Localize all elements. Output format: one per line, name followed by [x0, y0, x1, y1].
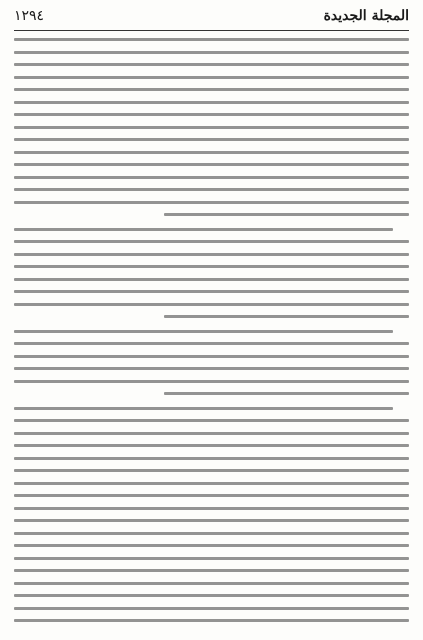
- paragraph-2: [14, 228, 409, 319]
- text-line: [14, 557, 409, 560]
- text-line: [14, 151, 409, 154]
- text-line: [14, 355, 409, 358]
- body-text: [14, 38, 409, 622]
- header-rule: [14, 30, 409, 31]
- text-line: [14, 240, 409, 243]
- text-line: [14, 278, 409, 281]
- paragraph-4: [14, 407, 409, 623]
- page-number: ١٢٩٤: [14, 8, 45, 24]
- paragraph-1: [14, 38, 409, 216]
- text-line: [14, 201, 409, 204]
- paragraph-3: [14, 330, 409, 396]
- text-line: [14, 607, 409, 610]
- text-line: [14, 507, 409, 510]
- running-header: [14, 8, 409, 28]
- text-line: [14, 594, 409, 597]
- text-line: [14, 380, 409, 383]
- text-line: [14, 330, 393, 333]
- text-line: [14, 519, 409, 522]
- text-line: [14, 419, 409, 422]
- text-line: [14, 342, 409, 345]
- text-line: [14, 228, 393, 231]
- text-line: [14, 469, 409, 472]
- text-line: [14, 253, 409, 256]
- text-line: [14, 188, 409, 191]
- text-line: [14, 444, 409, 447]
- text-line: [14, 63, 409, 66]
- text-line: [14, 569, 409, 572]
- text-line: [14, 494, 409, 497]
- text-line: [14, 432, 409, 435]
- text-line: [14, 176, 409, 179]
- text-line: [14, 126, 409, 129]
- text-line: [14, 367, 409, 370]
- text-line: [14, 544, 409, 547]
- text-line: [14, 265, 409, 268]
- text-line: [14, 532, 409, 535]
- text-line: [14, 482, 409, 485]
- text-line: [14, 51, 409, 54]
- journal-page: [14, 8, 409, 630]
- text-line: [14, 76, 409, 79]
- text-line: [14, 290, 409, 293]
- text-line: [14, 407, 393, 410]
- text-line: [14, 138, 409, 141]
- text-line: [14, 88, 409, 91]
- text-line: [14, 619, 409, 622]
- text-line: [14, 303, 409, 306]
- text-line: [14, 457, 409, 460]
- text-line: [164, 213, 409, 216]
- text-line: [14, 582, 409, 585]
- text-line: [14, 113, 409, 116]
- page-title: المجلة الجديدة: [323, 8, 409, 24]
- text-line: [14, 163, 409, 166]
- text-line: [164, 392, 409, 395]
- text-line: [14, 101, 409, 104]
- text-line: [14, 38, 409, 41]
- text-line: [164, 315, 409, 318]
